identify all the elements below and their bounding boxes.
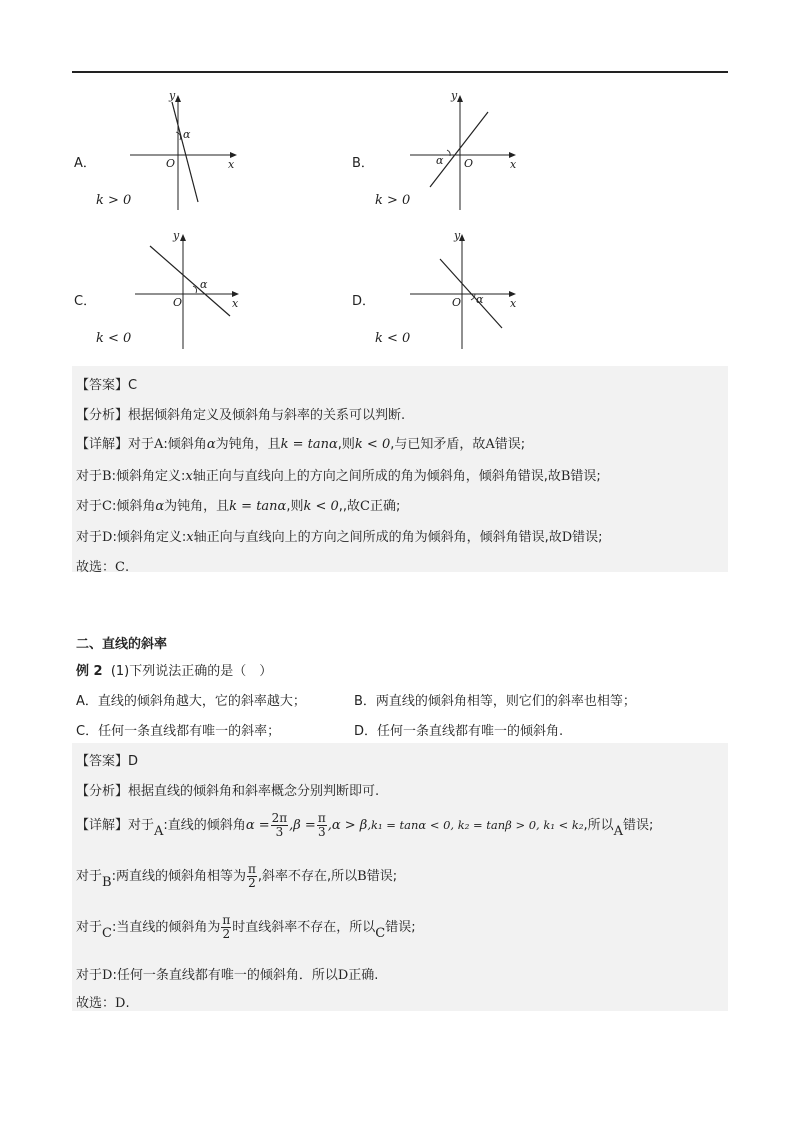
angle-label: α bbox=[200, 278, 208, 291]
detail-tag: 【详解】 bbox=[76, 818, 129, 833]
analysis-tag: 【分析】 bbox=[76, 408, 129, 423]
example-2-stem bbox=[76, 660, 272, 679]
q1-answer-line bbox=[76, 374, 137, 393]
axis-y-label: y bbox=[169, 89, 176, 102]
q1-detail-line-2: 对于B:倾斜角定义:x轴正向与直线向上的方向之间所成的角为倾斜角，倾斜角错误,故B错误; bbox=[76, 469, 601, 484]
option-a-letter: A． bbox=[74, 156, 96, 171]
origin-label: O bbox=[166, 157, 176, 170]
analysis-text: 根据直线的倾斜角和斜率概念分别判断即可. bbox=[128, 784, 380, 799]
origin-label: O bbox=[464, 157, 474, 170]
option-b-k-label: k > 0 bbox=[375, 193, 411, 208]
q2-detail-line-4: 对于D:任何一条直线都有唯一的倾斜角．所以D正确. bbox=[76, 968, 379, 983]
option-c-k-label: k < 0 bbox=[96, 331, 132, 346]
graph-option-a bbox=[125, 89, 245, 214]
example-stem-text: (1)下列说法正确的是（ ） bbox=[110, 664, 273, 679]
axis-y-label: y bbox=[173, 229, 180, 242]
analysis-text: 根据倾斜角定义及倾斜角与斜率的关系可以判断. bbox=[128, 408, 406, 423]
q1-conclusion-line: 故选：C. bbox=[76, 560, 130, 575]
q1-detail-line-3: 对于C:倾斜角α为钝角，且k = tanα,则k < 0,,故C正确; bbox=[76, 499, 401, 514]
section-heading: 二、直线的斜率 bbox=[76, 637, 168, 652]
header-rule bbox=[72, 71, 728, 73]
axis-x-label: x bbox=[228, 158, 235, 171]
q1-detail-line-4: 对于D:倾斜角定义:x轴正向与直线向上的方向之间所成的角为倾斜角，倾斜角错误,故D错误; bbox=[76, 530, 603, 545]
angle-label: α bbox=[476, 293, 484, 306]
origin-label: O bbox=[452, 296, 462, 309]
answer-tag: 【答案】 bbox=[76, 754, 129, 769]
angle-label: α bbox=[436, 154, 444, 167]
q2-detail-line-2: 对于B:两直线的倾斜角相等为 $\frac{\pi}{2}$ ,斜率不存在,所以B错误; bbox=[76, 862, 398, 890]
axis-y-label: y bbox=[454, 229, 461, 242]
option-c-letter: C． bbox=[74, 294, 97, 309]
option-d-k-label: k < 0 bbox=[375, 331, 411, 346]
q2-detail-line-1: 【详解】对于A:直线的倾斜角α = $\frac{2\pi}{3}$ ,β = $\frac{\pi}{3}$ ,α > β,k₁ = tanα < 0, k₂ = tanβ > 0, k₁ < k₂,所以A错误; bbox=[76, 811, 654, 839]
q2-analysis-line bbox=[76, 780, 379, 799]
answer-value: D bbox=[128, 754, 139, 769]
analysis-tag: 【分析】 bbox=[76, 784, 129, 799]
axis-x-label: x bbox=[510, 297, 517, 310]
angle-label: α bbox=[183, 128, 191, 141]
axis-y-label: y bbox=[451, 89, 458, 102]
answer-tag: 【答案】 bbox=[76, 378, 129, 393]
q1-analysis-line bbox=[76, 404, 405, 423]
example-2-option-b: B．两直线的倾斜角相等，则它们的斜率也相等； bbox=[354, 694, 636, 709]
example-2-option-a: A．直线的倾斜角越大，它的斜率越大； bbox=[76, 694, 306, 709]
graph-option-d bbox=[405, 231, 525, 353]
axis-x-label: x bbox=[510, 158, 517, 171]
axis-x-label: x bbox=[232, 297, 239, 310]
detail-tag: 【详解】 bbox=[76, 437, 129, 452]
q2-detail-line-3: 对于C:当直线的倾斜角为 $\frac{\pi}{2}$ 时直线斜率不存在，所以C错误; bbox=[76, 913, 416, 941]
answer-value: C bbox=[128, 378, 138, 393]
example-2-option-c: C．任何一条直线都有唯一的斜率； bbox=[76, 724, 281, 739]
q2-conclusion-line: 故选：D. bbox=[76, 996, 130, 1011]
option-a-k-label: k > 0 bbox=[96, 193, 132, 208]
example-label: 例 2 bbox=[76, 664, 103, 679]
graph-option-b bbox=[405, 89, 525, 214]
q1-detail-line-1: 【详解】对于A:倾斜角α为钝角，且k = tanα,则k < 0,与已知矛盾，故A错误; bbox=[76, 437, 526, 452]
option-d-letter: D． bbox=[352, 294, 376, 309]
q2-answer-line bbox=[76, 750, 138, 769]
graph-option-c bbox=[130, 231, 248, 353]
option-b-letter: B． bbox=[352, 156, 374, 171]
origin-label: O bbox=[173, 296, 183, 309]
example-2-option-d: D．任何一条直线都有唯一的倾斜角. bbox=[354, 724, 564, 739]
